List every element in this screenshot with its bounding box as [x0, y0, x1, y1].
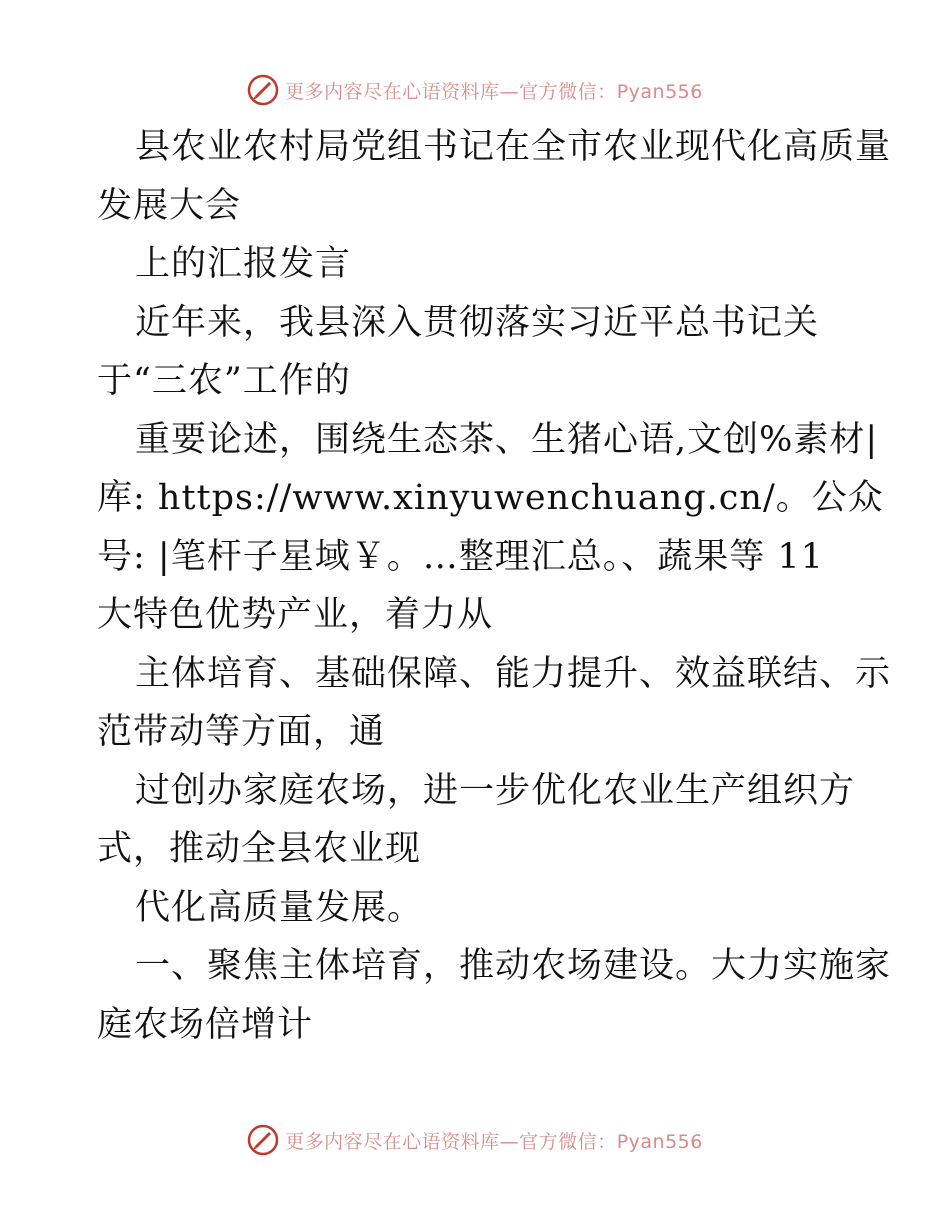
quill-logo-icon: [247, 1124, 279, 1156]
quill-logo-icon: [247, 74, 279, 106]
text-line: 一、聚焦主体培育，推动农场建设。大力实施家: [135, 946, 892, 986]
watermark-banner-bottom: [0, 1120, 950, 1160]
document-body: [97, 118, 892, 1054]
text-line: 县农业农村局党组书记在全市农业现代化高质量: [135, 127, 892, 167]
text-line: 重要论述，围绕生态茶、生猪心语,文创%素材|: [135, 419, 879, 460]
text-line: 号: |笔杆子星域￥。…整理汇总。、蔬果等 11: [97, 536, 824, 577]
text-line: 大特色优势产业，着力从: [97, 595, 494, 635]
text-line: 主体培育、基础保障、能力提升、效益联结、示: [135, 653, 892, 694]
text-line: 过创办家庭农场，进一步优化农业生产组织方: [135, 770, 856, 811]
watermark-text: 更多内容尽在心语资料库—官方微信：Pyan556: [285, 1130, 703, 1153]
text-line: 于“三农”工作的: [97, 361, 351, 401]
text-line: 代化高质量发展。: [135, 887, 424, 928]
text-line: 庭农场倍增计: [97, 1004, 314, 1045]
text-line: 式，推动全县农业现: [97, 829, 422, 869]
text-line: 近年来，我县深入贯彻落实习近平总书记关: [135, 302, 820, 343]
text-line: 发展大会: [97, 185, 242, 226]
text-line: 库: https://www.xinyuwenchuang.cn/。公众: [97, 478, 884, 518]
text-line: 范带动等方面，通: [97, 712, 386, 752]
watermark-banner-top: [0, 70, 950, 110]
watermark-text: 更多内容尽在心语资料库—官方微信：Pyan556: [285, 80, 703, 103]
text-line: 上的汇报发言: [135, 244, 352, 284]
